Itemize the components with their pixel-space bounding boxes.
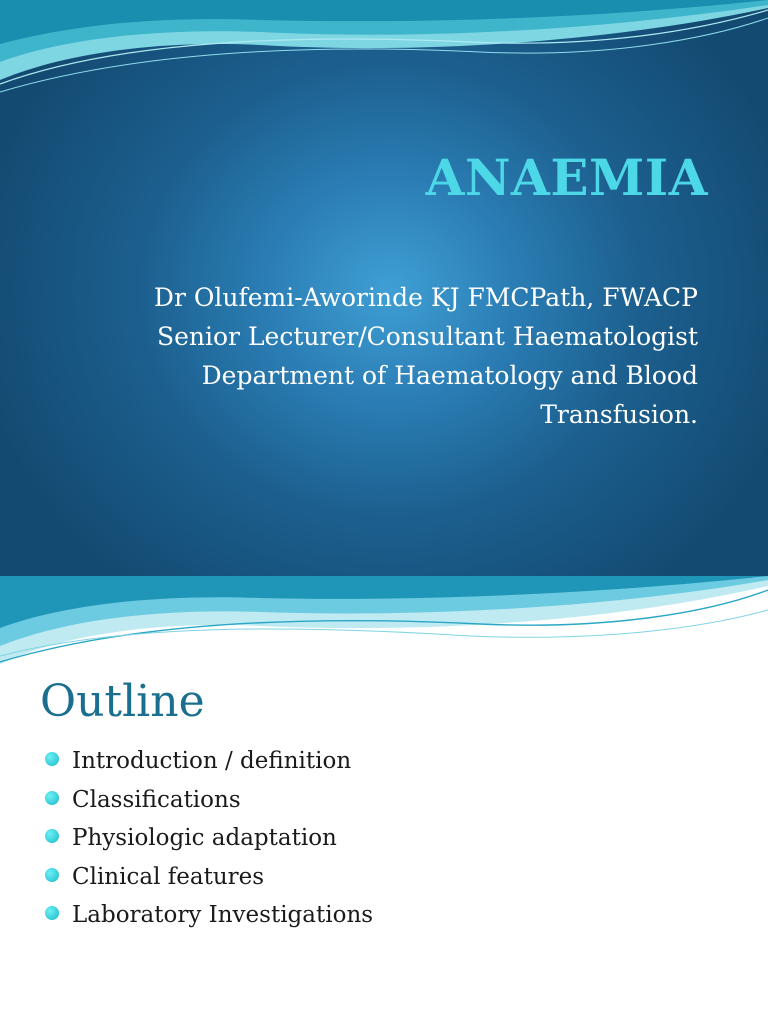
list-item-text: Classifications <box>72 786 241 813</box>
subtitle-line-department: Department of Haematology and Blood <box>201 361 698 390</box>
list-item <box>45 896 373 935</box>
bullet-dot-icon <box>45 791 59 805</box>
subtitle-line-department-cont: Transfusion. <box>540 400 698 429</box>
wave-header-decoration <box>0 0 768 100</box>
wave-header-decoration <box>0 576 768 676</box>
list-item-text: Introduction / definition <box>72 748 352 774</box>
bullet-dot-icon <box>45 829 59 843</box>
slide-title: ANAEMIA <box>425 148 708 207</box>
list-item <box>45 742 373 781</box>
list-item <box>45 819 373 858</box>
list-item <box>45 781 373 820</box>
list-item-text: Laboratory Investigations <box>72 902 374 928</box>
list-item <box>45 858 373 897</box>
subtitle-line-author: Dr Olufemi-Aworinde KJ FMCPath, FWACP <box>153 283 698 312</box>
bullet-dot-icon <box>45 868 59 882</box>
list-item-text: Physiologic adaptation <box>72 825 337 851</box>
outline-title: Outline <box>40 676 205 727</box>
outline-list <box>45 742 373 935</box>
subtitle-line-position: Senior Lecturer/Consultant Haematologist <box>156 322 698 351</box>
bullet-dot-icon <box>45 752 59 766</box>
bullet-dot-icon <box>45 906 59 920</box>
list-item-text: Clinical features <box>72 863 265 890</box>
slide-subtitle <box>58 278 698 434</box>
